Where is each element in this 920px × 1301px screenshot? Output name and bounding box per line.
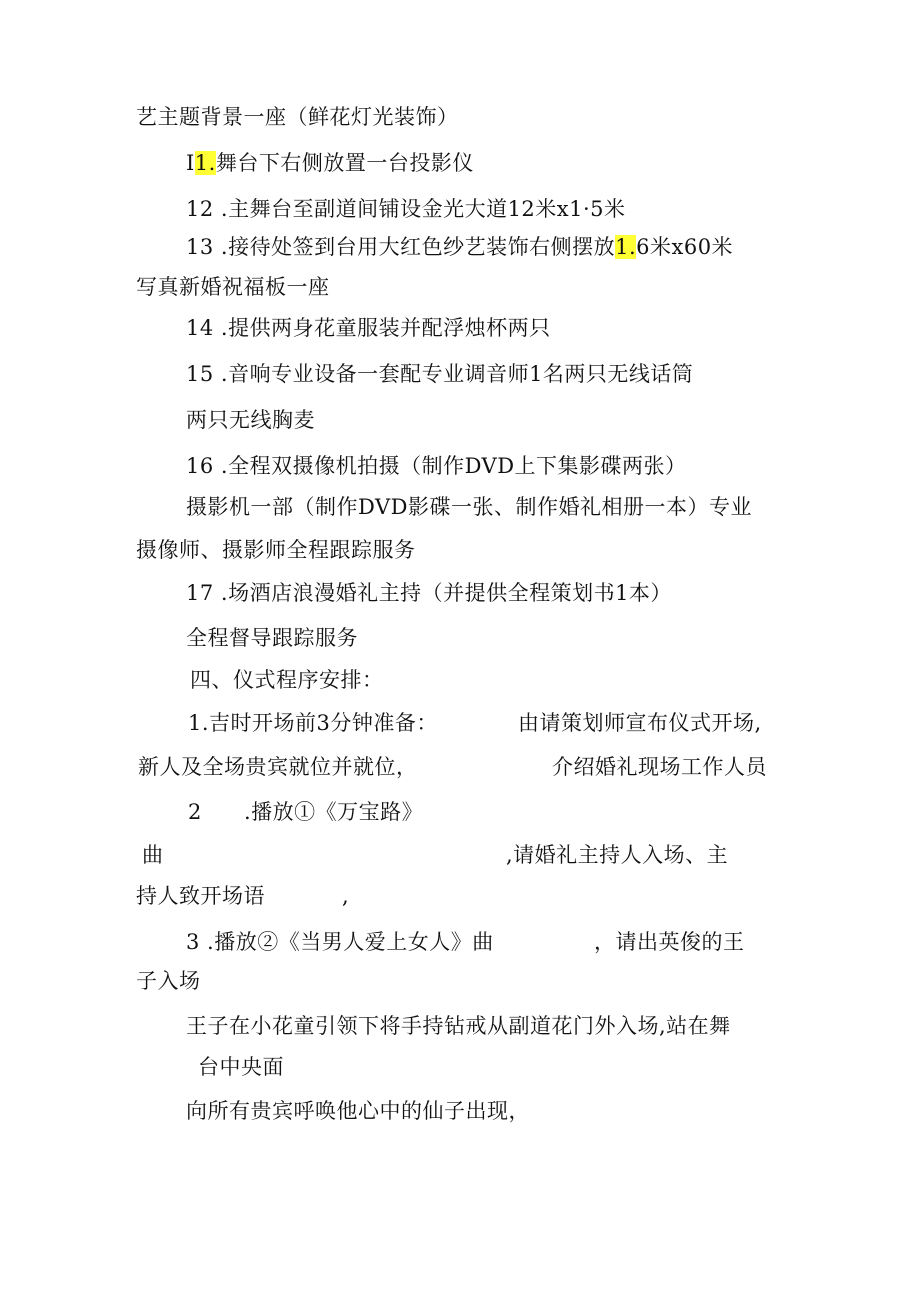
text-line-item-17: 17 .场酒店浪漫婚礼主持（并提供全程策划书1本） (186, 581, 672, 605)
text-line-step-1-cont-right: 介绍婚礼现场工作人员 (552, 755, 767, 779)
text-line-item-14: 14 .提供两身花童服装并配浮烛杯两只 (186, 316, 551, 340)
text-line-item-13: 13 .接待处签到台用大红色纱艺装饰右侧摆放1.6米x60米 (186, 235, 734, 259)
text-line-item-16-cont: 摄影机一部（制作DVD影碟一张、制作婚礼相册一本）专业 (186, 495, 752, 519)
highlight-mark: 1. (194, 151, 216, 175)
text-line-step-2-comma: , (342, 884, 350, 908)
text-line-step-1: 1.吉时开场前3分钟准备： (188, 711, 438, 735)
text-line-step-1-cont: 新人及全场贵宾就位并就位， (138, 755, 418, 779)
text-line-step-3-call: 向所有贵宾呼唤他心中的仙子出现， (186, 1099, 530, 1123)
text-line-item-15-cont: 两只无线胸麦 (186, 408, 315, 432)
text-line-step-3-prince-cont: 台中央面 (198, 1055, 284, 1079)
text-line-step-2-qu: 曲 (142, 843, 164, 867)
text-line-item-17-cont: 全程督导跟踪服务 (186, 626, 358, 650)
text-line-step-2-cont: 持人致开场语 (136, 884, 265, 908)
text-line-step-3-prince: 王子在小花童引领下将手持钻戒从副道花门外入场,站在舞 (186, 1014, 731, 1038)
text-line-step-3-cont: 子入场 (136, 969, 201, 993)
text-line-step-2-number: 2 (188, 800, 202, 824)
text-line-item-16-cont2: 摄像师、摄影师全程跟踪服务 (136, 538, 416, 562)
text-line-step-2-right: ,请婚礼主持人入场、主 (506, 843, 729, 867)
text-line-stage-backdrop: 艺主题背景一座（鲜花灯光装饰） (136, 105, 459, 129)
text-line-step-3-right: ，请出英俊的王 (594, 930, 745, 954)
section-heading-ceremony: 四、仪式程序安排： (190, 668, 384, 692)
highlight-mark: 1. (615, 235, 637, 259)
text-line-step-1-right: 由请策划师宣布仪式开场, (518, 711, 762, 735)
text-line-item-11: I1.舞台下右侧放置一台投影仪 (186, 151, 474, 175)
text-line-item-13-cont: 写真新婚祝福板一座 (136, 275, 330, 299)
text-line-step-2: .播放①《万宝路》 (244, 800, 424, 824)
text-line-item-16: 16 .全程双摄像机拍摄（制作DVD上下集影碟两张） (186, 454, 687, 478)
text-line-item-12: 12 .主舞台至副道间铺设金光大道12米x1·5米 (186, 197, 626, 221)
text-line-item-15: 15 .音响专业设备一套配专业调音师1名两只无线话筒 (186, 362, 694, 386)
text-line-step-3: 3 .播放②《当男人爱上女人》曲 (186, 930, 494, 954)
